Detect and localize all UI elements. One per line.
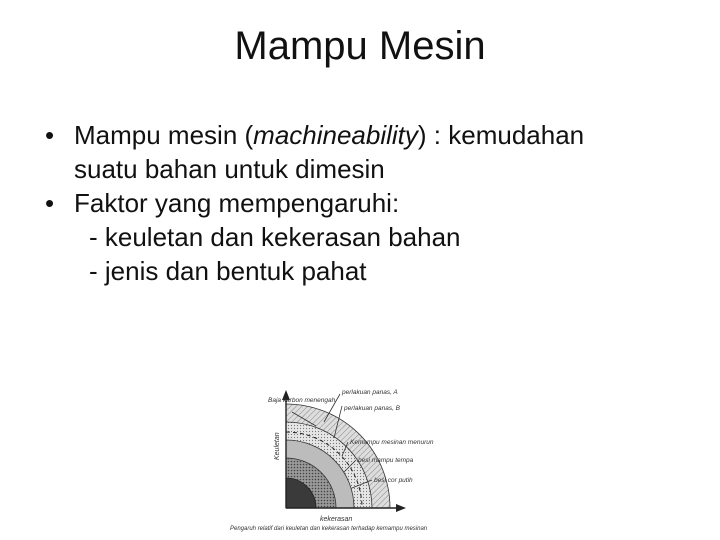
label-white-cast-iron: besi cor putih: [374, 477, 413, 484]
label-heat-treat-a: perlakuan panas, A: [342, 389, 398, 396]
diagram-svg: [224, 382, 484, 534]
label-heat-treat-b: perlakuan panas, B: [344, 405, 401, 412]
bullet-line: [74, 118, 685, 152]
machinability-diagram: [224, 382, 484, 534]
x-axis-arrow: [396, 504, 406, 512]
bullet-item-definition: [45, 118, 685, 186]
bullet-item-factors: [45, 186, 685, 220]
sub-item-tool: - jenis dan bentuk pahat: [89, 256, 367, 286]
label-carbon-steel: Baja karbon menengah: [268, 397, 336, 404]
bullet-list: [45, 118, 685, 288]
axis-x-label: kekerasan: [320, 516, 353, 523]
diagram-caption: Pengaruh relatif dari keuletan dan kekerasan terhadap kemampu mesinan: [230, 526, 428, 532]
label-machinability-decreases: Kemampu mesinan menurun: [350, 439, 434, 446]
sub-item-toughness: - keuletan dan kekerasan bahan: [89, 222, 461, 252]
bullet-line-continued: suatu bahan untuk dimesin: [74, 154, 385, 184]
bullet-marker: •: [45, 120, 55, 150]
bullet-text-pre: Mampu mesin (: [74, 120, 254, 150]
bullet-text-italic: machineability: [253, 120, 418, 150]
bullet-text: Faktor yang mempengaruhi:: [74, 188, 400, 218]
slide-title: Mampu Mesin: [234, 24, 486, 68]
bullet-marker: •: [45, 188, 55, 218]
label-malleable-iron: besi mampu tempa: [358, 457, 414, 464]
bullet-text-post: ) : kemudahan: [417, 120, 585, 150]
axis-y-label: Keuletan: [274, 432, 281, 460]
